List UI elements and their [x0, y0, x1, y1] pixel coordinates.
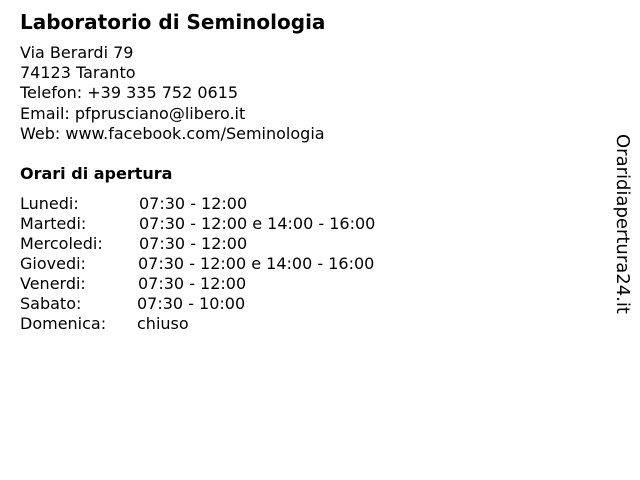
time-value: 07:30 - 12:00 [139, 194, 248, 213]
email-address: Email: pfprusciano@libero.it [20, 103, 246, 123]
time-value: 07:30 - 12:00 [138, 274, 247, 293]
time-value: 07:30 - 10:00 [137, 294, 246, 313]
opening-hours-title: Orari di apertura [20, 164, 173, 183]
phone-number: Telefon: +39 335 752 0615 [20, 83, 239, 103]
website: Web: www.facebook.com/Seminologia [20, 123, 325, 143]
contact-info [20, 43, 325, 144]
street-address: Via Berardi 79 [20, 43, 134, 62]
time-value: 07:30 - 12:00 [139, 234, 248, 253]
time-value: 07:30 - 12:00 e 14:00 - 16:00 [138, 254, 375, 273]
time-value: 07:30 - 12:00 e 14:00 - 16:00 [139, 214, 376, 233]
day-label: Domenica: [20, 314, 107, 333]
site-watermark: Oraridiapertura24.it [612, 134, 633, 314]
day-label: Mercoledi: [20, 234, 103, 253]
day-label: Venerdi: [20, 274, 86, 293]
business-name: Laboratorio di Seminologia [20, 10, 326, 34]
day-label: Giovedi: [20, 254, 86, 273]
day-label: Lunedi: [20, 194, 79, 213]
city-address: 74123 Taranto [20, 63, 136, 83]
day-label: Martedi: [20, 214, 87, 233]
day-label: Sabato: [20, 294, 82, 313]
time-value: chiuso [137, 314, 189, 333]
